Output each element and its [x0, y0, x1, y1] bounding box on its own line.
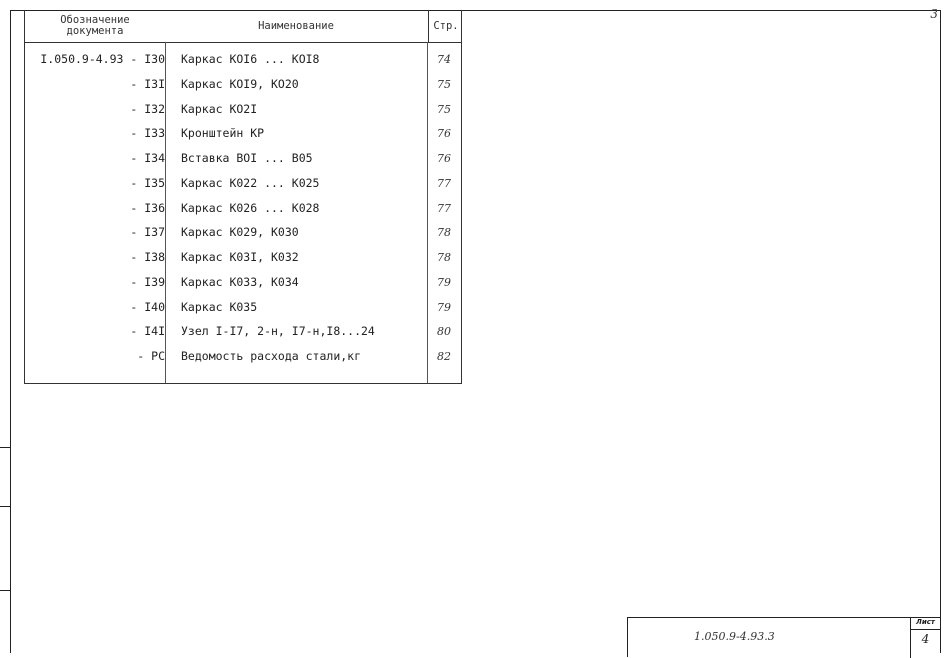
document-code: - I38 [130, 250, 165, 264]
table-row [25, 296, 461, 321]
page-number: 79 [437, 300, 451, 314]
document-code: - I33 [130, 126, 165, 141]
page-number: 75 [437, 102, 451, 116]
item-name: Каркас К035 [181, 299, 258, 314]
item-name: Вставка ВОI ... В05 [181, 151, 313, 165]
document-code: - I4I [130, 324, 165, 339]
page-number: 76 [437, 127, 451, 141]
table-row [25, 122, 461, 147]
document-code: - I34 [130, 151, 165, 165]
document-code: - I40 [130, 299, 165, 314]
header-page: Стр. [428, 10, 463, 42]
item-name: Каркас КО2I [181, 101, 258, 116]
document-code: - I3I [130, 76, 165, 91]
page-number: 74 [437, 53, 451, 66]
table-row [25, 221, 461, 246]
table-row [25, 320, 461, 345]
page-number: 77 [437, 201, 451, 215]
margin-tick [0, 506, 10, 507]
header-name: Наименование [258, 19, 334, 32]
page-number: 82 [437, 350, 451, 363]
document-code: - PC [137, 349, 165, 363]
item-name: Каркас К029, К030 [181, 225, 299, 240]
table-header [25, 10, 461, 43]
item-name: Каркас К022 ... К025 [181, 175, 320, 190]
item-name: Узел I-I7, 2-н, I7-н,I8...24 [181, 324, 375, 339]
document-designation: 1.050.9-4.93.3 [694, 630, 775, 643]
item-name: Каркас К03I, К032 [181, 250, 299, 264]
page-number: 77 [437, 176, 451, 190]
margin-tick [0, 447, 10, 448]
document-code: - I37 [130, 225, 165, 240]
page-number: 76 [437, 152, 451, 165]
sheet-number: 4 [921, 632, 930, 646]
table-body [25, 48, 461, 370]
table-row [25, 73, 461, 98]
table-row [25, 48, 461, 73]
contents-table [24, 10, 462, 384]
table-row [25, 172, 461, 197]
item-name: Каркас КОI6 ... КОI8 [181, 52, 320, 66]
table-row [25, 271, 461, 296]
item-name: Каркас КОI9, КО20 [181, 76, 299, 91]
table-row [25, 147, 461, 172]
page-number: 79 [437, 275, 451, 289]
item-name: Кронштейн КР [181, 126, 265, 141]
table-row [25, 197, 461, 222]
corner-page-number: 3 [930, 7, 938, 21]
page-number: 78 [437, 226, 451, 240]
item-name: Ведомость расхода стали,кг [181, 349, 362, 363]
header-document-code: Обозначение документа [60, 14, 130, 37]
page-number: 80 [437, 325, 451, 339]
page-number: 78 [437, 251, 451, 264]
title-block [627, 617, 941, 657]
item-name: Каркас К026 ... К028 [181, 200, 320, 215]
document-code: - I39 [130, 274, 165, 289]
document-code: - I36 [130, 200, 165, 215]
page-number: 75 [437, 77, 451, 91]
table-row [25, 246, 461, 271]
margin-tick [0, 590, 10, 591]
document-code: - I32 [130, 101, 165, 116]
item-name: Каркас К033, К034 [181, 274, 299, 289]
sheet-label: Лист [911, 618, 940, 630]
table-row [25, 345, 461, 370]
document-code: I.050.9-4.93 - I30 [40, 52, 165, 66]
document-code: - I35 [130, 175, 165, 190]
sheet-box [910, 618, 940, 658]
table-row [25, 98, 461, 123]
